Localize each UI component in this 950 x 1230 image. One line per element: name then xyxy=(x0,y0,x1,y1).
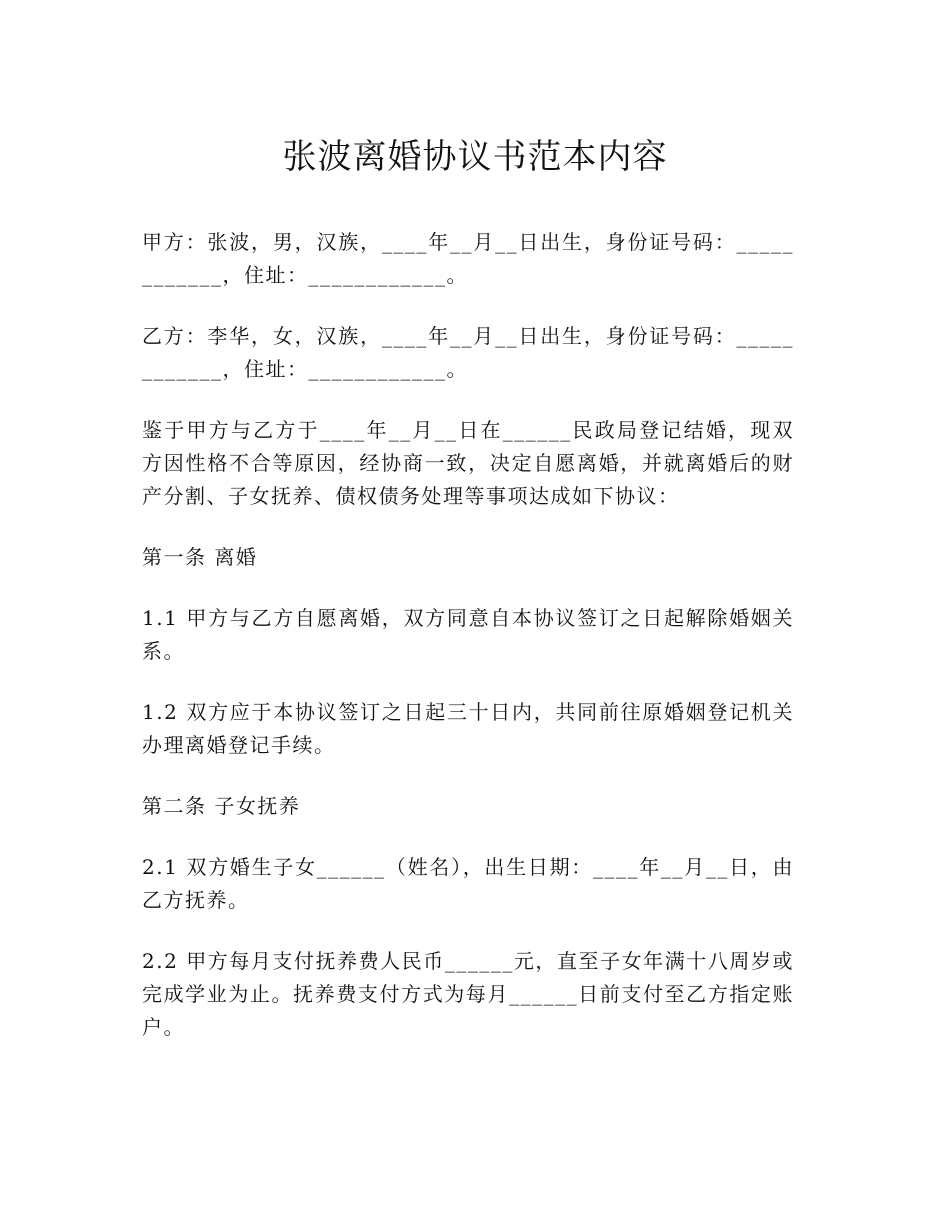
party-b-paragraph: 乙方：李华，女，汉族，____年__月__日出生，身份证号码：____________，住址：____________。 xyxy=(142,324,794,381)
article-1-heading: 第一条 离婚 xyxy=(142,545,258,569)
article-2-heading: 第二条 子女抚养 xyxy=(142,794,301,818)
party-a-paragraph: 甲方：张波，男，汉族，____年__月__日出生，身份证号码：____________，住址：____________。 xyxy=(142,230,794,287)
clause-1-2: 1.2 双方应于本协议签订之日起三十日内，共同前往原婚姻登记机关办理离婚登记手续。 xyxy=(142,700,794,757)
preamble-paragraph: 鉴于甲方与乙方于____年__月__日在______民政局登记结婚，现双方因性格不合等原因，经协商一致，决定自愿离婚，并就离婚后的财产分割、子女抚养、债权债务处理等事项达成如下协议： xyxy=(142,418,794,508)
clause-1-1: 1.1 甲方与乙方自愿离婚，双方同意自本协议签订之日起解除婚姻关系。 xyxy=(142,606,794,663)
document-body xyxy=(142,226,794,1072)
clause-2-2: 2.2 甲方每月支付抚养费人民币______元，直至子女年满十八周岁或完成学业为止。抚养费支付方式为每月______日前支付至乙方指定账户。 xyxy=(142,949,794,1039)
document-title: 张波离婚协议书范本内容 xyxy=(282,137,668,177)
clause-2-1: 2.1 双方婚生子女______（姓名），出生日期：____年__月__日，由乙方抚养。 xyxy=(142,855,794,912)
